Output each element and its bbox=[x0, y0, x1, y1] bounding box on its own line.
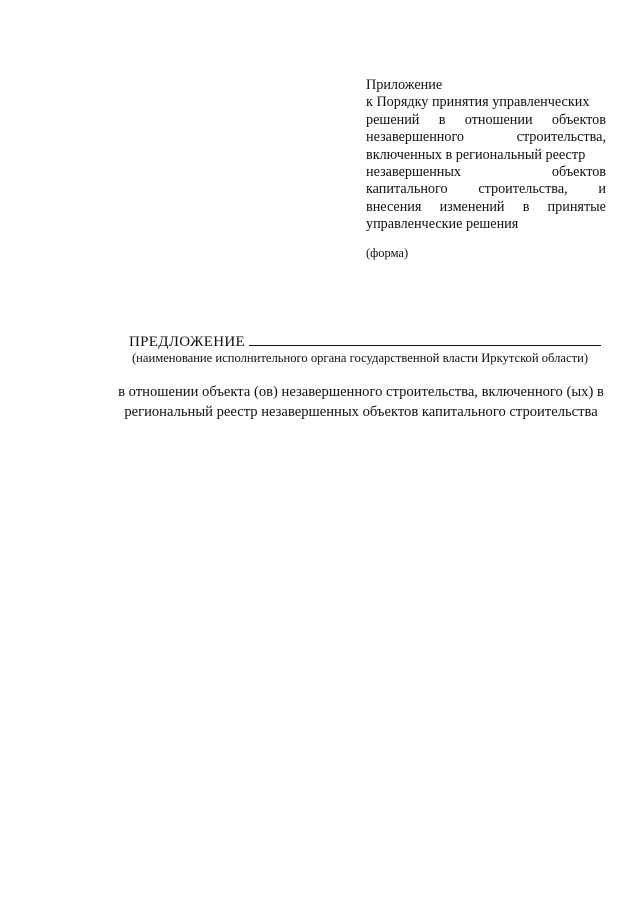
form-label: (форма) bbox=[366, 246, 409, 260]
appendix-word: незавершенных bbox=[366, 164, 462, 181]
appendix-line bbox=[366, 77, 606, 94]
appendix-word: отношении bbox=[464, 111, 533, 128]
appendix-word: управленческие решения bbox=[366, 216, 519, 233]
appendix-line bbox=[366, 181, 606, 198]
appendix-header bbox=[366, 77, 606, 234]
appendix-word: к Порядку принятия управленческих bbox=[366, 94, 590, 111]
appendix-word: изменений bbox=[439, 198, 505, 215]
appendix-word: принятые bbox=[547, 198, 606, 215]
appendix-word: внесения bbox=[366, 198, 422, 215]
organ-name-blank bbox=[249, 332, 601, 346]
appendix-line bbox=[366, 147, 606, 164]
appendix-word: включенных в региональный реестр bbox=[366, 146, 586, 163]
proposal-heading bbox=[129, 332, 609, 351]
appendix-word: капитального bbox=[366, 181, 448, 198]
appendix-word: решений bbox=[366, 111, 420, 128]
subject-line: региональный реестр незавершенных объектов капитального строительства bbox=[124, 404, 598, 420]
appendix-word: в bbox=[522, 198, 530, 215]
appendix-line bbox=[366, 199, 606, 216]
organ-name-caption: (наименование исполнительного органа государственной власти Иркутской области) bbox=[131, 351, 589, 365]
appendix-word: в bbox=[438, 111, 446, 128]
appendix-word: строительства, bbox=[516, 129, 606, 146]
appendix-line bbox=[366, 129, 606, 146]
appendix-line bbox=[366, 216, 606, 233]
proposal-subject bbox=[104, 382, 618, 422]
appendix-word: Приложение bbox=[366, 77, 443, 93]
appendix-word: и bbox=[598, 181, 606, 198]
appendix-line bbox=[366, 94, 606, 111]
appendix-word: незавершенного bbox=[366, 129, 465, 146]
proposal-title: ПРЕДЛОЖЕНИЕ bbox=[129, 334, 245, 350]
appendix-word: объектов bbox=[551, 164, 606, 181]
subject-line: в отношении объекта (ов) незавершенного строительства, включенного (ых) в bbox=[118, 384, 604, 400]
appendix-word: объектов bbox=[551, 111, 606, 128]
appendix-line bbox=[366, 164, 606, 181]
appendix-word: строительства, bbox=[478, 181, 568, 198]
appendix-line bbox=[366, 112, 606, 129]
